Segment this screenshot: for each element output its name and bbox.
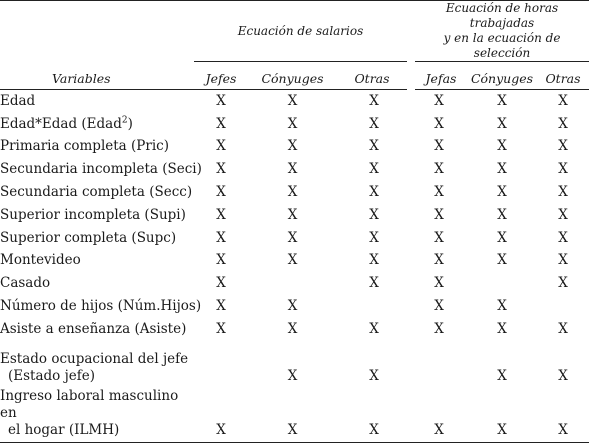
- cell-mark: X: [558, 367, 568, 384]
- cell-mark: X: [497, 115, 507, 132]
- row-label: Casado: [0, 275, 51, 292]
- cell-mark: X: [216, 161, 226, 178]
- cell-mark: X: [287, 92, 298, 109]
- cell-mark: X: [216, 320, 226, 337]
- cell-mark: X: [369, 138, 379, 155]
- cell-mark: X: [337, 388, 411, 443]
- cell-mark: X: [216, 298, 226, 315]
- cell-mark: X: [497, 161, 507, 178]
- group-header-horas-line1: Ecuación de horas trabajadas: [445, 1, 559, 30]
- group-header-salarios: [194, 1, 411, 62]
- cell-mark: X: [369, 92, 379, 109]
- group-header-row: [0, 1, 589, 62]
- cell-mark: X: [558, 275, 568, 292]
- cell-mark: X: [369, 184, 379, 201]
- cell-mark: X: [558, 252, 568, 269]
- cell-mark: X: [434, 320, 444, 337]
- group-header-salarios-text: Ecuación de salarios: [237, 23, 364, 38]
- row-label-main: Edad*Edad (Edad: [0, 115, 122, 132]
- cell-mark: X: [216, 206, 226, 223]
- cell-mark: X: [467, 388, 537, 443]
- table-row: [0, 341, 589, 388]
- sub-header-row: [0, 62, 589, 90]
- cell-mark: X: [216, 275, 226, 292]
- cell-mark: [467, 272, 537, 295]
- table-row: [0, 295, 589, 318]
- col-header-jefas: Jefas: [411, 62, 467, 90]
- row-label-superscript: 2: [121, 115, 128, 126]
- table-row: [0, 181, 589, 204]
- cell-mark: [194, 341, 248, 388]
- variables-header-spacer: [0, 1, 194, 62]
- cell-mark: X: [216, 252, 226, 269]
- variables-column-header: Variables: [0, 62, 194, 90]
- row-label: Primaria completa (Pric): [0, 138, 169, 155]
- cell-mark: X: [287, 115, 298, 132]
- cell-mark: X: [558, 92, 568, 109]
- cell-mark: X: [434, 161, 444, 178]
- group-header-horas: [411, 1, 589, 62]
- table-row: [0, 227, 589, 250]
- row-label: Secundaria incompleta (Seci): [0, 161, 202, 178]
- cell-mark: X: [497, 229, 507, 246]
- cell-mark: X: [287, 367, 298, 384]
- table-row: [0, 204, 589, 227]
- cell-mark: X: [369, 367, 379, 384]
- cell-mark: X: [287, 138, 298, 155]
- group-header-horas-line2: y en la ecuación de selección: [443, 31, 561, 60]
- cell-mark: X: [434, 206, 444, 223]
- cell-mark: X: [558, 206, 568, 223]
- table-row: [0, 90, 589, 113]
- cell-mark: X: [369, 320, 379, 337]
- table-row: [0, 388, 589, 443]
- row-label: [0, 388, 194, 443]
- cell-mark: X: [497, 367, 507, 384]
- cell-mark: X: [434, 184, 444, 201]
- cell-mark: X: [558, 320, 568, 337]
- cell-mark: X: [369, 229, 379, 246]
- row-label: Edad: [0, 92, 36, 109]
- row-label: [0, 341, 194, 388]
- col-header-jefes: Jefes: [194, 62, 248, 90]
- col-header-otras-salarios: Otras: [337, 62, 411, 90]
- cell-mark: X: [369, 115, 379, 132]
- cell-mark: X: [558, 115, 568, 132]
- cell-mark: [537, 295, 589, 318]
- cell-mark: [411, 341, 467, 388]
- cell-mark: [337, 295, 411, 318]
- cell-mark: X: [287, 252, 298, 269]
- cell-mark: X: [369, 275, 379, 292]
- row-label-line1: Ingreso laboral masculino en: [0, 387, 179, 421]
- cell-mark: X: [287, 320, 298, 337]
- row-label-line2: (Estado jefe): [8, 367, 96, 384]
- cell-mark: X: [248, 388, 337, 443]
- cell-mark: X: [369, 206, 379, 223]
- col-header-otras-horas: Otras: [537, 62, 589, 90]
- row-label-line1: Estado ocupacional del jefe: [0, 350, 189, 367]
- row-label: Secundaria completa (Secc): [0, 184, 193, 201]
- cell-mark: X: [434, 138, 444, 155]
- row-label-end: ): [127, 115, 133, 132]
- row-label: Número de hijos (Núm.Hijos): [0, 298, 202, 315]
- cell-mark: X: [497, 92, 507, 109]
- cell-mark: X: [497, 184, 507, 201]
- cell-mark: X: [194, 388, 248, 443]
- cell-mark: X: [558, 229, 568, 246]
- row-label: Superior completa (Supc): [0, 229, 177, 246]
- cell-mark: X: [287, 298, 298, 315]
- cell-mark: X: [434, 115, 444, 132]
- cell-mark: X: [369, 252, 379, 269]
- table-row: [0, 158, 589, 181]
- col-header-conyuges-salarios: Cónyuges: [248, 62, 337, 90]
- cell-mark: X: [497, 320, 507, 337]
- cell-mark: X: [369, 161, 379, 178]
- table-row: [0, 136, 589, 159]
- cell-mark: X: [434, 92, 444, 109]
- table-row: [0, 113, 589, 136]
- row-label: [0, 113, 194, 136]
- cell-mark: X: [558, 138, 568, 155]
- cell-mark: X: [287, 229, 298, 246]
- cell-mark: X: [497, 138, 507, 155]
- row-label: Asiste a enseñanza (Asiste): [0, 320, 187, 337]
- cell-mark: X: [558, 161, 568, 178]
- table-row: [0, 250, 589, 273]
- row-label-line2: el hogar (ILMH): [8, 421, 120, 438]
- cell-mark: X: [434, 229, 444, 246]
- row-label: Superior incompleta (Supi): [0, 206, 186, 223]
- cell-mark: X: [216, 115, 226, 132]
- cell-mark: X: [287, 206, 298, 223]
- cell-mark: X: [287, 161, 298, 178]
- table-row: [0, 318, 589, 341]
- cell-mark: X: [558, 184, 568, 201]
- cell-mark: X: [497, 252, 507, 269]
- cell-mark: X: [537, 388, 589, 443]
- cell-mark: X: [411, 388, 467, 443]
- cell-mark: X: [216, 138, 226, 155]
- cell-mark: X: [434, 252, 444, 269]
- cell-mark: X: [497, 298, 507, 315]
- cell-mark: X: [216, 229, 226, 246]
- cell-mark: X: [216, 92, 226, 109]
- table-row: [0, 272, 589, 295]
- cell-mark: X: [216, 184, 226, 201]
- cell-mark: X: [287, 184, 298, 201]
- cell-mark: X: [434, 298, 444, 315]
- cell-mark: X: [497, 206, 507, 223]
- cell-mark: X: [434, 275, 444, 292]
- col-header-conyuges-horas: Cónyuges: [467, 62, 537, 90]
- cell-mark: [248, 272, 337, 295]
- row-label: Montevideo: [0, 252, 81, 269]
